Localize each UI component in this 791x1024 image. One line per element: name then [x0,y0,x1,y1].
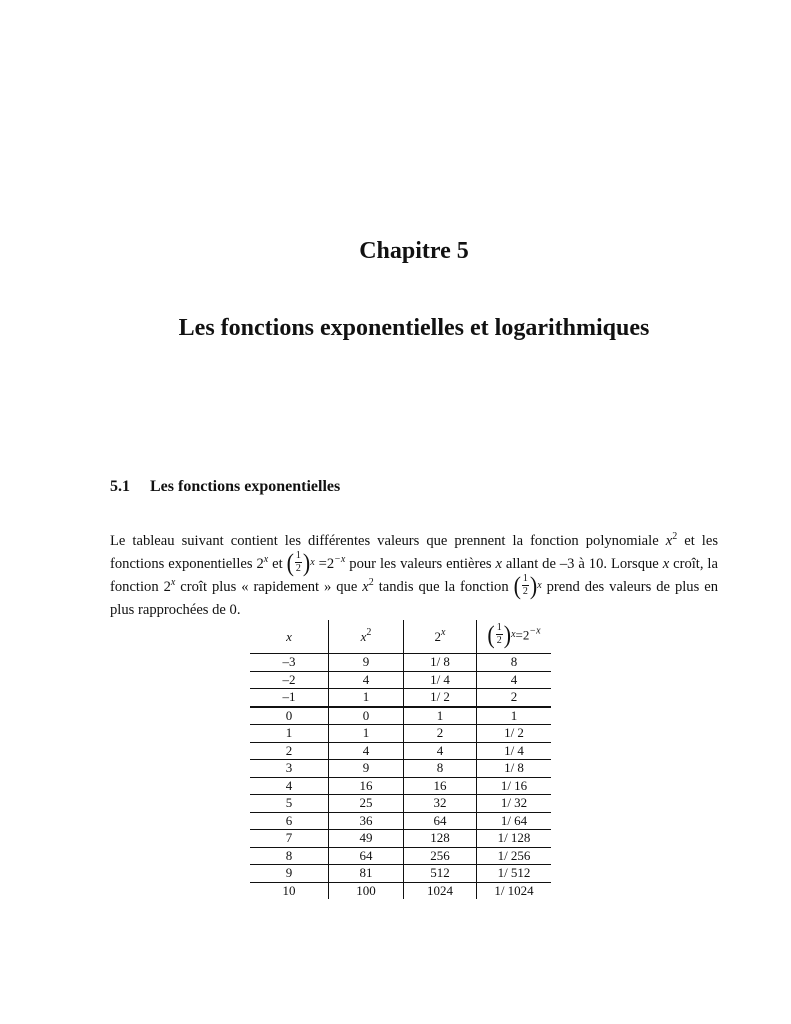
table-cell: 1 [477,707,552,725]
math-variable: x [360,628,367,644]
table-cell: 6 [250,812,329,830]
fraction-half: ( $\frac{1}{2}$ ) x [286,547,315,577]
fraction-denominator: 2 [522,586,528,598]
table-row [250,847,551,865]
table-cell: 4 [329,742,404,760]
section-number: 5.1 [110,478,130,495]
table-header-row [250,620,551,654]
fraction-numerator: 1 [522,573,528,585]
table-cell: 8 [404,760,477,778]
table-cell: 1/ 128 [477,830,552,848]
intro-paragraph [110,530,718,622]
text-segment: croît, la [669,556,718,572]
section-title: Les fonctions exponentielles [150,478,341,495]
fraction-numerator: 1 [295,550,301,562]
section-heading [110,478,340,496]
table-cell: 256 [404,847,477,865]
table-cell: 1/ 32 [477,795,552,813]
table-cell: –2 [250,671,329,689]
table-cell: 5 [250,795,329,813]
table-cell: 16 [404,777,477,795]
table-cell: 64 [404,812,477,830]
chapter-label: Chapitre 5 [359,238,469,264]
table-row [250,882,551,899]
math-variable: x [495,556,502,572]
table-cell: 36 [329,812,404,830]
text-segment: =2 [314,556,335,572]
table-row [250,760,551,778]
table-cell: 4 [329,671,404,689]
table-cell: 9 [329,760,404,778]
math-exponent: x [441,626,446,638]
table-body [250,654,551,900]
chapter-title: Les fonctions exponentielles et logarithmiques [178,315,650,341]
table-row [250,725,551,743]
math-exponent: x [310,556,315,568]
text-segment: fonction 2 [110,579,171,595]
fraction-denominator: 2 [295,563,301,575]
math-exponent: x [170,577,176,588]
table-cell: 8 [477,654,552,672]
math-exponent: 2 [368,577,374,588]
table-cell: 64 [329,847,404,865]
table-cell: 1/ 4 [404,671,477,689]
table-cell: 4 [404,742,477,760]
table-cell: –1 [250,689,329,707]
math-base: 2 [434,628,442,644]
table-cell: 1 [329,725,404,743]
table-row [250,742,551,760]
math-exponent: −x [529,625,541,637]
fraction-half: ( $\frac{1}{2}$ ) x [487,619,516,649]
table-cell: 128 [404,830,477,848]
paragraph-line-1 [110,530,718,553]
table-cell: 1/ 8 [477,760,552,778]
table-cell: 1 [250,725,329,743]
header-two-pow-x [404,620,477,654]
table-cell: 1 [404,707,477,725]
math-text: =2 [515,627,530,643]
fraction-denominator: 2 [496,635,502,646]
math-exponent: x [263,554,269,565]
math-exponent: 2 [366,626,372,638]
header-x-squared [329,620,404,654]
table-cell: 49 [329,830,404,848]
table-cell: 1 [329,689,404,707]
fraction-half: ( $\frac{1}{2}$ ) x [513,570,542,600]
table-cell: 1/ 4 [477,742,552,760]
table-cell: 81 [329,865,404,883]
table-cell: 16 [329,777,404,795]
table-row [250,654,551,672]
table-cell: 0 [329,707,404,725]
table-cell: 1/ 512 [477,865,552,883]
fraction-numerator: 1 [496,622,502,633]
math-exponent: 2 [672,531,678,542]
text-segment: et les [677,533,718,549]
table-cell: 7 [250,830,329,848]
table-cell: 25 [329,795,404,813]
table-cell: 2 [477,689,552,707]
table-row [250,777,551,795]
text-segment: croît plus « rapidement » que [175,579,363,595]
table-cell: 32 [404,795,477,813]
text-segment: prend des valeurs de plus en [541,579,718,595]
table-cell: 3 [250,760,329,778]
table-cell: 9 [250,865,329,883]
header-half-pow-x [477,620,552,654]
table-row [250,689,551,707]
math-variable: x [665,533,673,549]
table-cell: 1/ 8 [404,654,477,672]
math-exponent: x [537,579,542,591]
table-cell: 8 [250,847,329,865]
text-segment: tandis que la fonction [373,579,514,595]
table-row [250,707,551,725]
text-segment: fonctions exponentielles 2 [110,556,264,572]
table-cell: 1/ 256 [477,847,552,865]
table-cell: 1/ 2 [404,689,477,707]
math-variable: x [662,556,670,572]
table-cell: 9 [329,654,404,672]
table-cell: 1/ 16 [477,777,552,795]
table-row [250,865,551,883]
table-row [250,795,551,813]
math-variable: x [362,579,369,595]
values-table [250,620,551,899]
text-segment: pour les valeurs entières [345,556,496,572]
table-cell: 0 [250,707,329,725]
math-variable: x [286,628,292,644]
table-cell: –3 [250,654,329,672]
table-row [250,671,551,689]
paragraph-line-2 [110,547,718,577]
math-exponent: x [511,628,516,640]
table-cell: 2 [404,725,477,743]
paragraph-line-3 [110,570,718,600]
table-cell: 1/ 64 [477,812,552,830]
table-cell: 1024 [404,882,477,899]
math-exponent: −x [334,554,346,565]
table-row [250,812,551,830]
text-segment: Le tableau suivant contient les différentes valeurs que prennent la fonction polynomiale [110,533,666,549]
table-cell: 4 [477,671,552,689]
table-cell: 1/ 1024 [494,882,534,898]
table-cell: 100 [329,882,404,899]
table-cell: 4 [250,777,329,795]
paragraph-line-4: plus rapprochées de 0. [110,602,241,618]
table-cell: 10 [250,882,329,899]
text-segment: et [268,556,287,572]
table-row [250,830,551,848]
header-x [250,620,329,654]
text-segment: allant de –3 à 10. Lorsque [501,556,663,572]
table-cell: 512 [404,865,477,883]
table-cell: 2 [250,742,329,760]
table-cell: 1/ 2 [477,725,552,743]
